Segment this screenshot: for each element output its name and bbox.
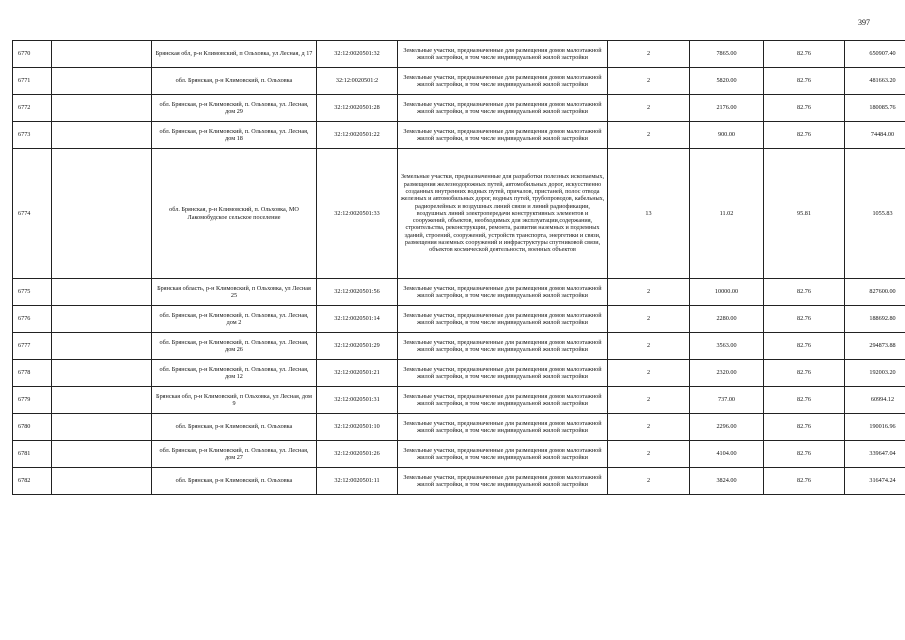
area-cell: 4104.00 [690,441,764,468]
table-row [13,95,905,122]
land-use-cell: Земельные участки, предназначенные для размещения домов малоэтажной жилой застройки, в том числе индивидуальной жилой застройки [398,414,608,441]
address-cell: обл. Брянская, р-н Климовский, п. Ольховка, ул. Лесная, дом 26 [152,333,317,360]
cadastral-value-cell: 192003.20 [845,360,905,387]
land-use-cell: Земельные участки, предназначенные для размещения домов малоэтажной жилой застройки, в том числе индивидуальной жилой застройки [398,360,608,387]
cadastral-number-cell: 32:12:0020501:32 [317,41,398,68]
row-id: 6774 [13,149,52,279]
group-cell: 13 [608,149,690,279]
cadastral-number-cell: 32:12:0020501:29 [317,333,398,360]
land-use-cell: Земельные участки, предназначенные для размещения домов малоэтажной жилой застройки, в том числе индивидуальной жилой застройки [398,279,608,306]
cadastral-number-cell: 32:12:0020501:14 [317,306,398,333]
unit-value-cell: 82.76 [764,122,845,149]
area-cell: 3563.00 [690,333,764,360]
area-cell: 2280.00 [690,306,764,333]
group-cell: 2 [608,122,690,149]
address-cell: обл. Брянская, р-н Климовский, п. Ольховка, ул. Лесная, дом 18 [152,122,317,149]
group-cell: 2 [608,279,690,306]
area-cell: 737.00 [690,387,764,414]
spacer-cell [52,360,152,387]
cadastral-value-cell: 294873.88 [845,333,905,360]
spacer-cell [52,95,152,122]
cadastral-table [12,40,905,495]
row-id: 6776 [13,306,52,333]
area-cell: 2176.00 [690,95,764,122]
cadastral-value-cell: 481663.20 [845,68,905,95]
unit-value-cell: 82.76 [764,441,845,468]
unit-value-cell: 82.76 [764,306,845,333]
address-cell: обл. Брянская, р-н Климовский, п. Ольховка, ул. Лесная, дом 12 [152,360,317,387]
unit-value-cell: 82.76 [764,387,845,414]
land-use-cell: Земельные участки, предназначенные для размещения домов малоэтажной жилой застройки, в том числе индивидуальной жилой застройки [398,306,608,333]
cadastral-value-cell: 188692.80 [845,306,905,333]
spacer-cell [52,41,152,68]
spacer-cell [52,149,152,279]
area-cell: 900.00 [690,122,764,149]
cadastral-number-cell: 32:12:0020501:22 [317,122,398,149]
table-row [13,333,905,360]
row-id: 6777 [13,333,52,360]
group-cell: 2 [608,387,690,414]
cadastral-number-cell: 32:12:0020501:11 [317,468,398,495]
cadastral-value-cell: 650907.40 [845,41,905,68]
land-use-cell: Земельные участки, предназначенные для разработки полезных ископаемых, размещения железнодорожных путей, автомобильных дорог, искусственно созданных внутренних водных путей, причалов, пристаней, полос отвода железных и автомобильных дорог, водных путей, трубопроводов, кабельных, радиорелейных и воздушных линий связи и линий радиофикации, воздушных линий электропередачи конструктивных элементов и сооружений, объектов, необходимых для эксплуатации,содержания, строительства, реконструкции, ремонта, развития наземных и подземных зданий, строений, сооружений, устройств транспорта, энергетики и связи, размещения наземных сооружений и инфраструктуры спутниковой связи, объектов космической деятельности, военных объектов [398,149,608,279]
row-id: 6773 [13,122,52,149]
spacer-cell [52,333,152,360]
cadastral-number-cell: 32:12:0020501:21 [317,360,398,387]
cadastral-number-cell: 32:12:0020501:31 [317,387,398,414]
cadastral-number-cell: 32:12:0020501:56 [317,279,398,306]
area-cell: 11.02 [690,149,764,279]
group-cell: 2 [608,41,690,68]
unit-value-cell: 82.76 [764,68,845,95]
cadastral-value-cell: 190016.96 [845,414,905,441]
unit-value-cell: 82.76 [764,333,845,360]
table-row [13,360,905,387]
table-row [13,441,905,468]
table-row [13,468,905,495]
unit-value-cell: 82.76 [764,95,845,122]
cadastral-number-cell: 32:12:0020501:33 [317,149,398,279]
land-use-cell: Земельные участки, предназначенные для размещения домов малоэтажной жилой застройки, в том числе индивидуальной жилой застройки [398,333,608,360]
row-id: 6770 [13,41,52,68]
cadastral-value-cell: 60994.12 [845,387,905,414]
area-cell: 7865.00 [690,41,764,68]
page-number: 397 [858,18,870,27]
spacer-cell [52,68,152,95]
area-cell: 10000.00 [690,279,764,306]
cadastral-value-cell: 827600.00 [845,279,905,306]
area-cell: 3824.00 [690,468,764,495]
address-cell: обл. Брянская, р-н Климовский, п. Ольховка, ул. Лесная, дом 2 [152,306,317,333]
table-row [13,41,905,68]
area-cell: 2296.00 [690,414,764,441]
group-cell: 2 [608,333,690,360]
cadastral-number-cell: 32:12:0020501:26 [317,441,398,468]
address-cell: обл. Брянская, р-н Климовский, п. Ольховка, ул. Лесная, дом 29 [152,95,317,122]
spacer-cell [52,122,152,149]
table-row [13,68,905,95]
land-use-cell: Земельные участки, предназначенные для размещения домов малоэтажной жилой застройки, в том числе индивидуальной жилой застройки [398,387,608,414]
cadastral-number-cell: 32:12:0020501:10 [317,414,398,441]
cadastral-value-cell: 74484.00 [845,122,905,149]
cadastral-value-cell: 1055.83 [845,149,905,279]
cadastral-value-cell: 180085.76 [845,95,905,122]
unit-value-cell: 95.81 [764,149,845,279]
unit-value-cell: 82.76 [764,279,845,306]
row-id: 6781 [13,441,52,468]
group-cell: 2 [608,95,690,122]
table-row [13,387,905,414]
table-row [13,306,905,333]
spacer-cell [52,279,152,306]
group-cell: 2 [608,468,690,495]
spacer-cell [52,414,152,441]
address-cell: обл. Брянская, р-н Климовский, п. Ольховка, ул. Лесная, дом 27 [152,441,317,468]
row-id: 6782 [13,468,52,495]
spacer-cell [52,387,152,414]
cadastral-value-cell: 316474.24 [845,468,905,495]
unit-value-cell: 82.76 [764,414,845,441]
address-cell: Брянская обл, р-н Климовский, п Ольховка, ул Лесная, д 17 [152,41,317,68]
group-cell: 2 [608,441,690,468]
row-id: 6780 [13,414,52,441]
spacer-cell [52,468,152,495]
land-use-cell: Земельные участки, предназначенные для размещения домов малоэтажной жилой застройки, в том числе индивидуальной жилой застройки [398,41,608,68]
land-use-cell: Земельные участки, предназначенные для размещения домов малоэтажной жилой застройки, в том числе индивидуальной жилой застройки [398,68,608,95]
land-use-cell: Земельные участки, предназначенные для размещения домов малоэтажной жилой застройки, в том числе индивидуальной жилой застройки [398,468,608,495]
address-cell: Брянская область, р-н Климовский, п Ольховка, ул Лесная 25 [152,279,317,306]
row-id: 6779 [13,387,52,414]
unit-value-cell: 82.76 [764,41,845,68]
address-cell: обл. Брянская, р-н Климовский, п. Ольховка [152,68,317,95]
cadastral-number-cell: 32:12:0020501:28 [317,95,398,122]
address-cell: обл. Брянская, р-н Климовский, п. Ольховка [152,414,317,441]
spacer-cell [52,306,152,333]
table-row [13,279,905,306]
table-row [13,122,905,149]
spacer-cell [52,441,152,468]
land-use-cell: Земельные участки, предназначенные для размещения домов малоэтажной жилой застройки, в том числе индивидуальной жилой застройки [398,441,608,468]
group-cell: 2 [608,360,690,387]
unit-value-cell: 82.76 [764,468,845,495]
group-cell: 2 [608,306,690,333]
cadastral-value-cell: 339647.04 [845,441,905,468]
land-use-cell: Земельные участки, предназначенные для размещения домов малоэтажной жилой застройки, в том числе индивидуальной жилой застройки [398,122,608,149]
group-cell: 2 [608,68,690,95]
row-id: 6775 [13,279,52,306]
table-row [13,414,905,441]
row-id: 6771 [13,68,52,95]
group-cell: 2 [608,414,690,441]
address-cell: Брянская обл, р-н Климовский, п Ольховка, ул Лесная, дом 9 [152,387,317,414]
row-id: 6772 [13,95,52,122]
area-cell: 2320.00 [690,360,764,387]
address-cell: обл. Брянская, р-н Климовский, п. Ольховка [152,468,317,495]
table-row [13,149,905,279]
cadastral-number-cell: 32:12:0020501:2 [317,68,398,95]
land-use-cell: Земельные участки, предназначенные для размещения домов малоэтажной жилой застройки, в том числе индивидуальной жилой застройки [398,95,608,122]
address-cell: обл. Брянская, р-н Климовский, п. Ольховка, МО Лакомобудское сельское поселение [152,149,317,279]
area-cell: 5820.00 [690,68,764,95]
unit-value-cell: 82.76 [764,360,845,387]
row-id: 6778 [13,360,52,387]
